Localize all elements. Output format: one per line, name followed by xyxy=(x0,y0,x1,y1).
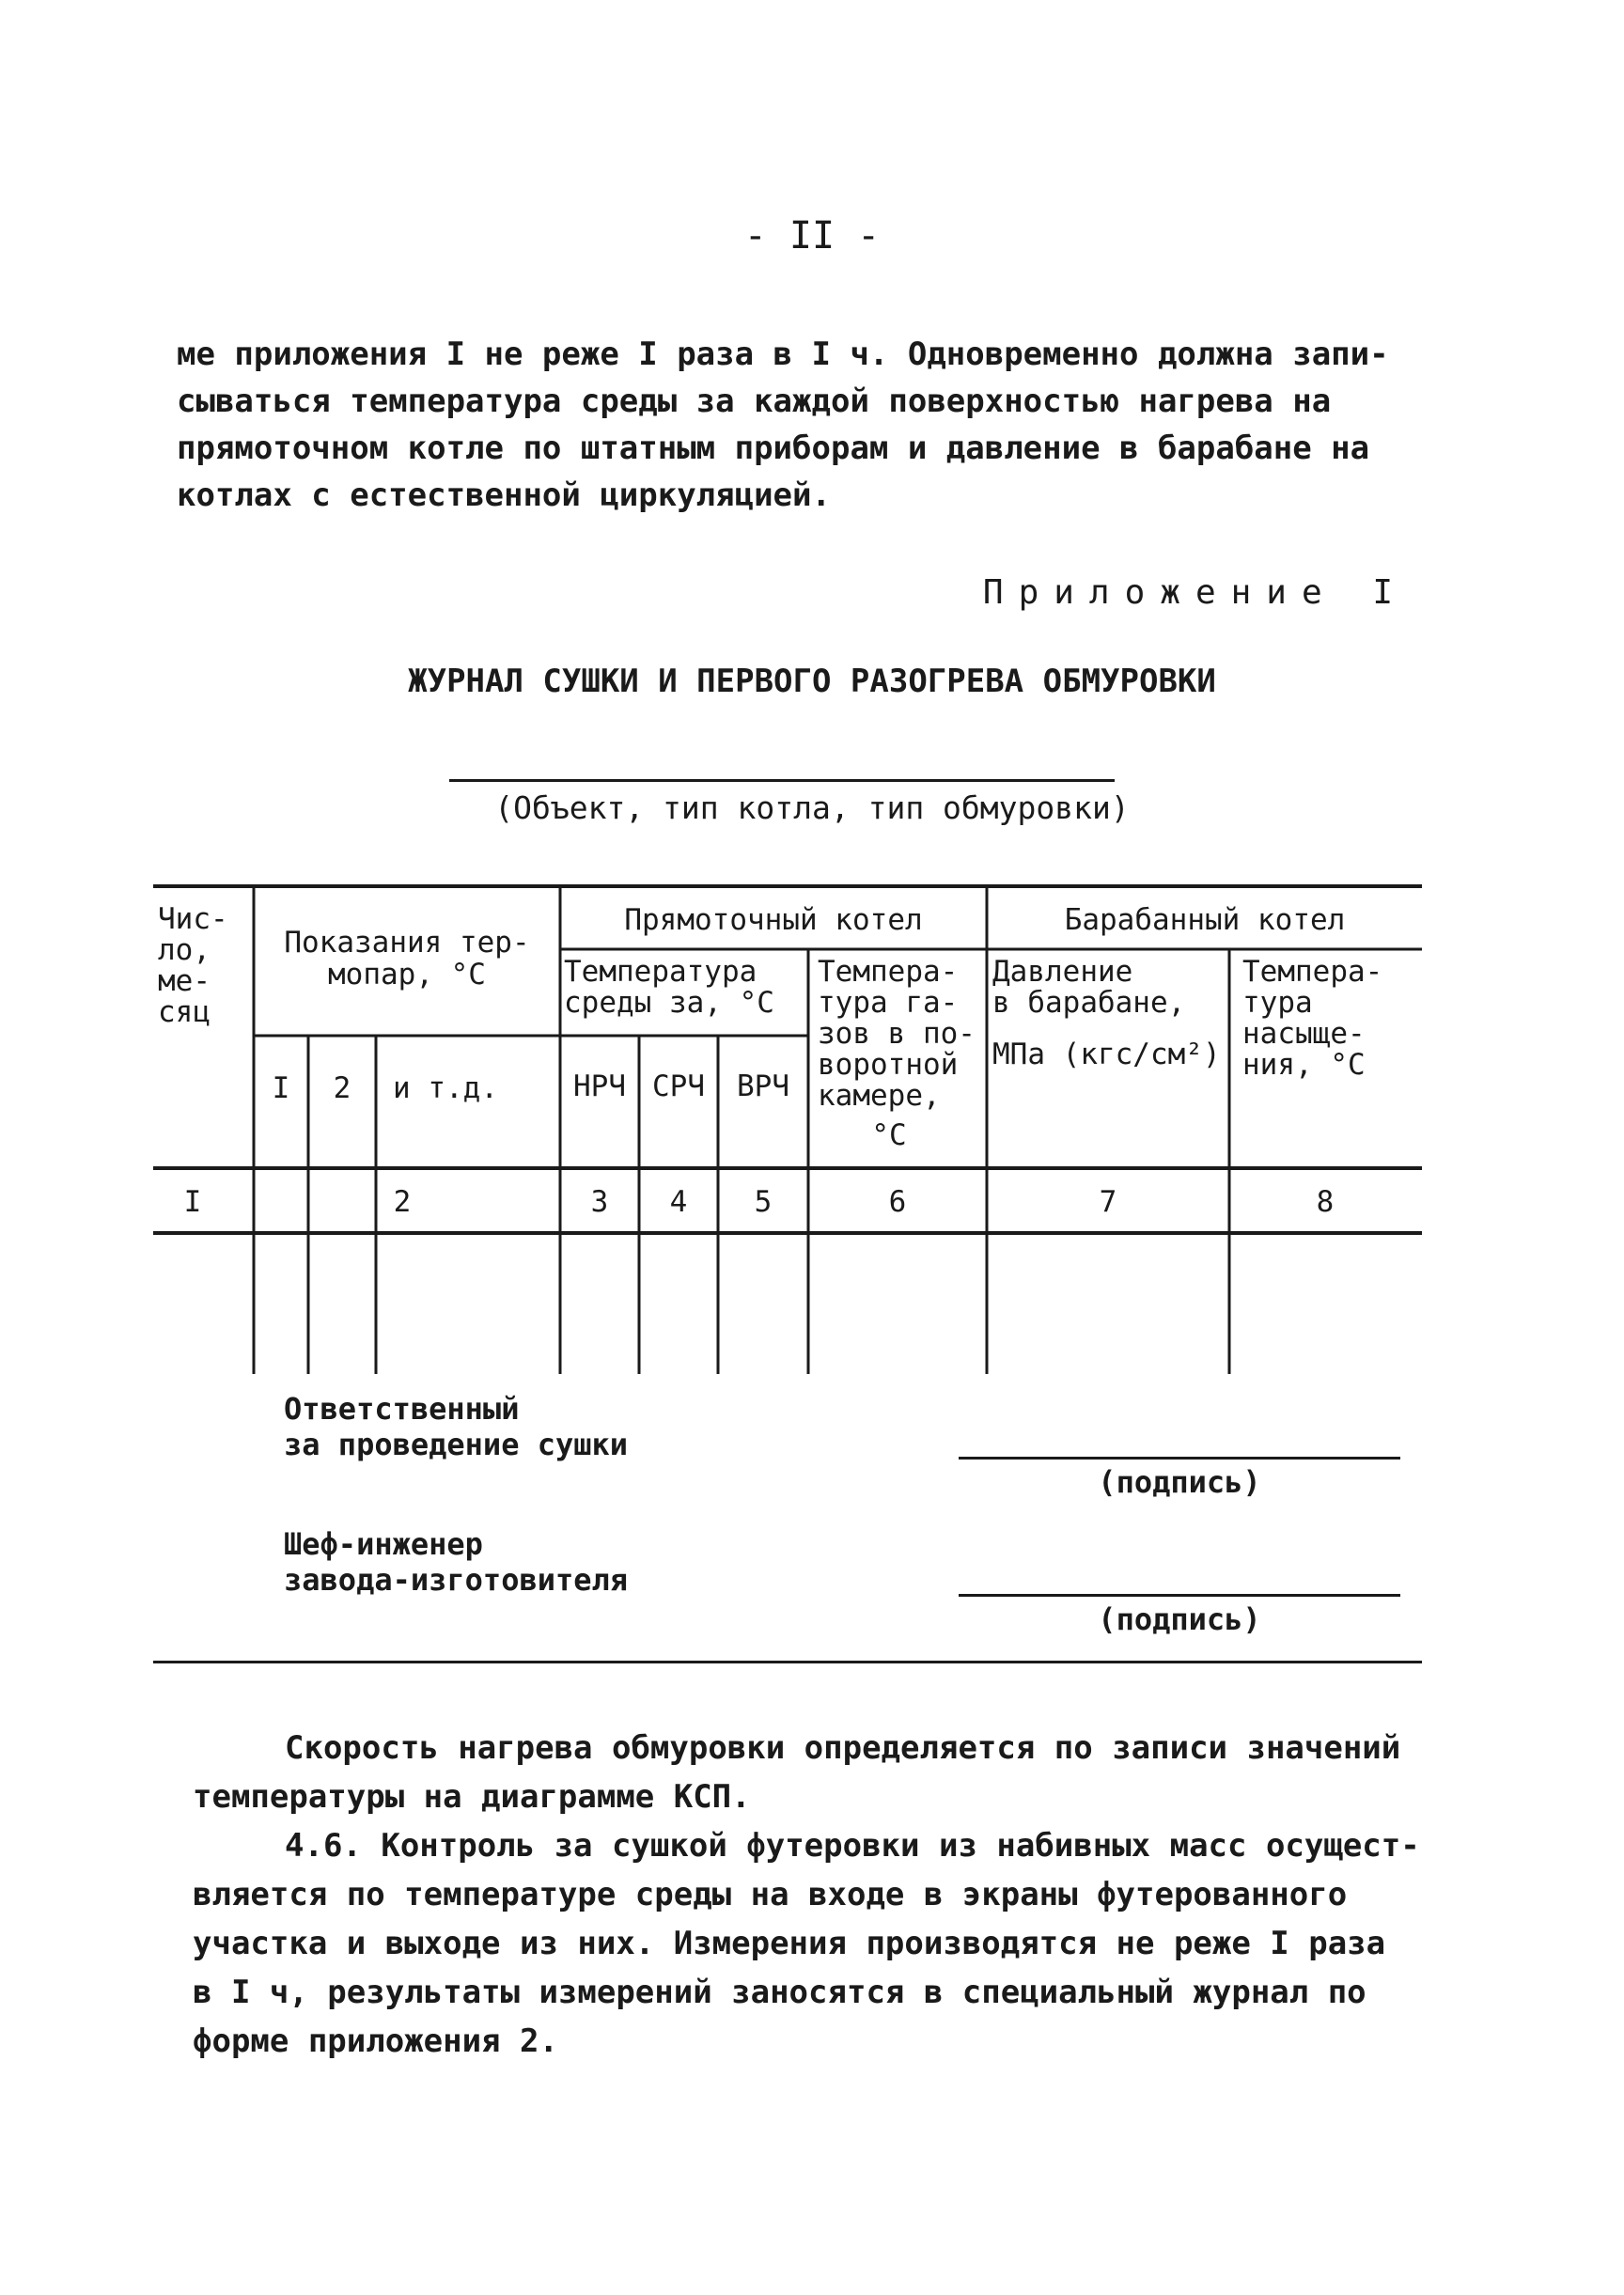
header-text: сяц xyxy=(158,995,211,1029)
header-text: ния, °C xyxy=(1242,1048,1366,1082)
header-text: ло, xyxy=(158,933,211,967)
tail-line: форме приложения 2. xyxy=(193,2022,558,2060)
col-date-header xyxy=(158,902,228,1029)
signature-label-line: Ответственный xyxy=(284,1391,520,1427)
journal-title: ЖУРНАЛ СУШКИ И ПЕРВОГО РАЗОГРЕВА ОБМУРОВКИ xyxy=(408,663,1216,700)
header-text: I xyxy=(272,1071,290,1105)
form-bottom-rule xyxy=(153,1661,1422,1663)
column-numbers-row xyxy=(184,1185,1335,1219)
header-text: насыще- xyxy=(1242,1017,1366,1051)
object-caption: (Объект, тип котла, тип обмуровки) xyxy=(494,789,1130,826)
column-number: 8 xyxy=(1316,1185,1335,1219)
header-text: Показания тер- xyxy=(284,926,530,960)
header-text: тура га- xyxy=(818,986,959,1020)
tail-line: в I ч, результаты измерений заносятся в специальный журнал по xyxy=(193,1974,1366,2011)
header-text: НРЧ xyxy=(573,1069,626,1103)
signature-caption: (подпись) xyxy=(1098,1601,1261,1637)
header-text: зов в по- xyxy=(818,1017,976,1051)
header-text: ме- xyxy=(158,964,211,998)
column-number: 2 xyxy=(393,1185,412,1219)
header-text: Чис- xyxy=(158,902,228,936)
column-number: 5 xyxy=(754,1185,773,1219)
tail-line: Скорость нагрева обмуровки определяется по записи значений xyxy=(285,1729,1401,1767)
header-text: среды за, °C xyxy=(564,986,774,1020)
tail-line: температуры на диаграмме КСП. xyxy=(193,1778,751,1816)
intro-line: котлах с естественной циркуляцией. xyxy=(177,476,831,514)
signature-line xyxy=(959,1457,1400,1460)
signature-caption: (подпись) xyxy=(1098,1464,1261,1500)
page-number: - II - xyxy=(743,214,881,258)
appendix-label: Приложение I xyxy=(982,573,1408,612)
column-number: 4 xyxy=(669,1185,688,1219)
header-text: камере, xyxy=(818,1079,941,1113)
header-text: МПа (кгс/см²) xyxy=(992,1038,1221,1071)
responsible-label xyxy=(284,1391,628,1462)
header-text: в барабане, xyxy=(992,986,1186,1020)
signature-line xyxy=(959,1594,1400,1597)
header-text: Темпера- xyxy=(818,955,959,989)
thermo-header xyxy=(273,926,530,1105)
header-text: воротной xyxy=(818,1048,959,1082)
column-number: 6 xyxy=(888,1185,907,1219)
header-text: °C xyxy=(871,1118,907,1152)
header-text: Температура xyxy=(564,955,757,989)
signature-label-line: за проведение сушки xyxy=(284,1427,629,1462)
header-text: Темпера- xyxy=(1242,955,1383,989)
column-number: 3 xyxy=(590,1185,609,1219)
header-text: СРЧ xyxy=(652,1069,705,1103)
header-text: мопар, °C xyxy=(328,958,486,991)
tail-line: участка и выходе из них. Измерения производятся не реже I раза xyxy=(193,1925,1386,1962)
header-text: и т.д. xyxy=(393,1071,498,1105)
header-text: ВРЧ xyxy=(737,1069,789,1103)
header-text: тура xyxy=(1242,986,1313,1020)
once-through-header xyxy=(564,903,976,1152)
column-number: I xyxy=(183,1185,202,1219)
column-number: 7 xyxy=(1099,1185,1117,1219)
chief-engineer-label xyxy=(284,1526,628,1598)
signature-label-line: Шеф-инженер xyxy=(284,1526,483,1562)
intro-line: прямоточном котле по штатным приборам и давление в барабане на xyxy=(177,429,1370,467)
header-text: Давление xyxy=(992,955,1133,989)
header-text: 2 xyxy=(333,1071,351,1105)
header-text: Барабанный котел xyxy=(1064,903,1346,937)
intro-line: ме приложения I не реже I раза в I ч. Одновременно должна запи- xyxy=(177,336,1389,373)
drum-header xyxy=(992,903,1382,1082)
intro-line: сываться температура среды за каждой поверхностью нагрева на xyxy=(177,382,1332,420)
tail-line: вляется по температуре среды на входе в экраны футерованного xyxy=(193,1876,1348,1913)
header-text: Прямоточный котел xyxy=(624,903,923,937)
signature-label-line: завода-изготовителя xyxy=(284,1562,629,1598)
tail-line: 4.6. Контроль за сушкой футеровки из набивных масс осущест- xyxy=(285,1827,1420,1865)
